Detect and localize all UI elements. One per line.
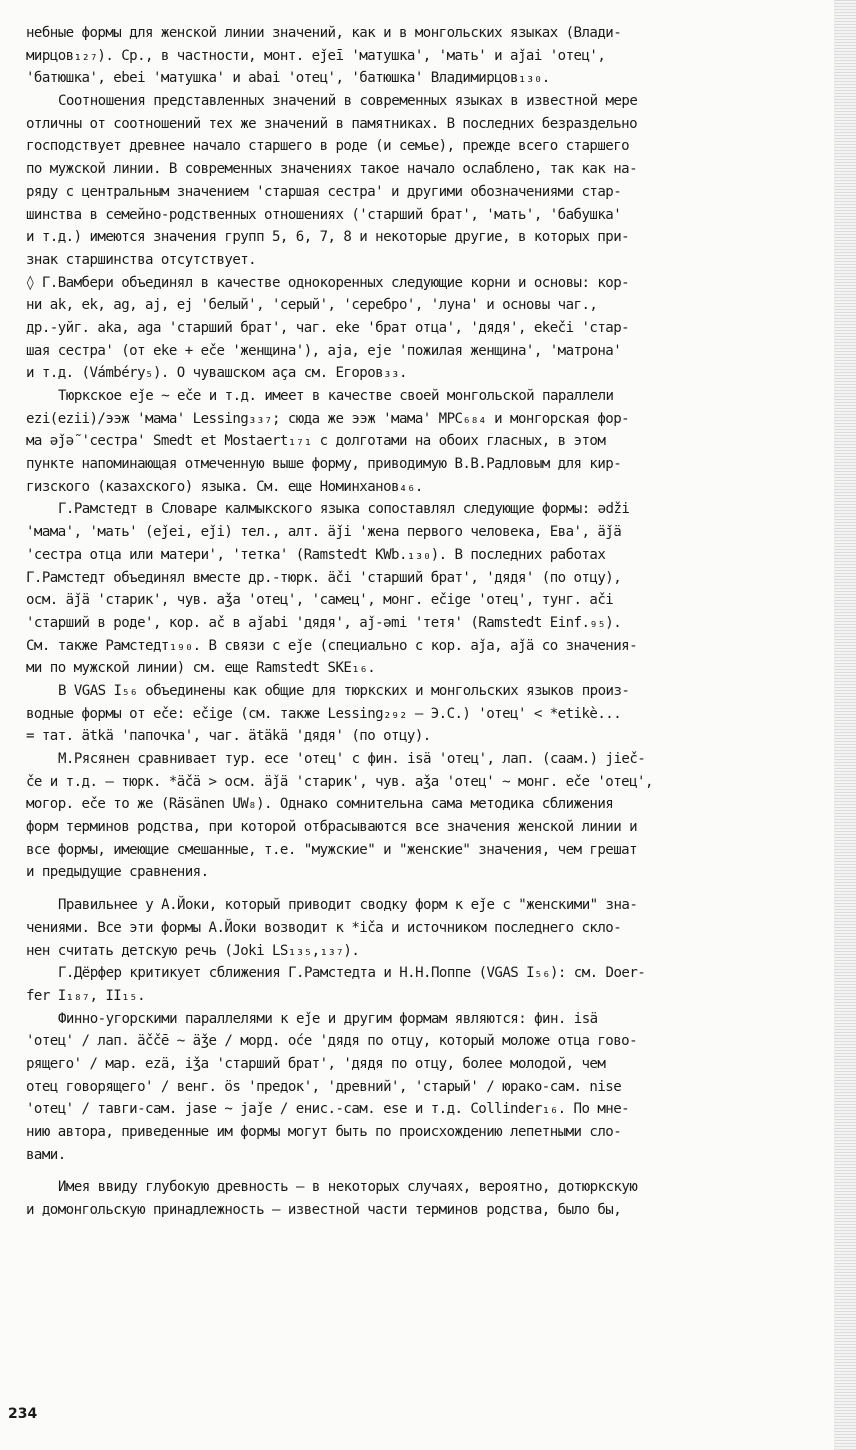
text-line: и предыдущие сравнения. — [26, 864, 209, 881]
text-line: рящего' / мар. ezä, iǯa 'старший брат', 'дядя по отцу, более молодой, чем — [26, 1055, 606, 1072]
text-line: ми по мужской линии) см. еще Ramstedt SKE₁₆. — [26, 660, 376, 677]
text-line: 'батюшка', ebei 'матушка' и abai 'отец', 'батюшка' Владимирцов₁₃₀. — [26, 70, 550, 87]
text-line: 'отец' / тавги-сам. jase ~ jaǰe / енис.-сам. ese и т.д. Collinder₁₆. По мне- — [26, 1101, 630, 1118]
text-line: fer I₁₈₇, II₁₅. — [26, 987, 146, 1004]
text-line: отец говорящего' / венг. ös 'предок', 'древний', 'старый' / юрако-сам. nise — [26, 1078, 622, 1095]
text-line: нен считать детскую речь (Joki LS₁₃₅,₁₃₇). — [26, 942, 360, 959]
text-line: отличны от соотношений тех же значений в памятниках. В последних безраздельно — [26, 115, 638, 132]
text-line: ряду с центральным значением 'старшая сестра' и другими обозначениями стар- — [26, 183, 622, 200]
text-line: шая сестра' (от eke + eče 'женщина'), aja, eje 'пожилая женщина', 'матрона' — [26, 342, 622, 359]
text-line: могор. eče то же (Räsänen UW₈). Однако сомнительна сама методика сближения — [26, 796, 614, 813]
text-line: господствует древнее начало старшего в роде (и семье), прежде всего старшего — [26, 138, 630, 155]
text-line: и т.д. (Vámbéry₅). О чувашском аҫа см. Егоров₃₃. — [26, 365, 407, 382]
text-line: Г.Рамстедт объединял вместе др.-тюрк. äči 'старший брат', 'дядя' (по отцу), — [26, 569, 622, 586]
text-line: če и т.д. – тюрк. *äčä > осм. äǰä 'старик', чув. aǯa 'отец' ~ монг. eče 'отец', — [26, 773, 653, 790]
text-line: М.Рясянен сравнивает тур. ece 'отец' с фин. isä 'отец', лап. (саам.) jieč- — [58, 751, 646, 767]
text-line: мирцов₁₂₇). Ср., в частности, монт. eǰeī 'матушка', 'мать' и aǰai 'отец', — [26, 47, 606, 64]
text-line: вами. — [26, 1146, 66, 1163]
text-line: 'старший в роде', кор. ač в aǰabi 'дядя', aǰ-əmi 'тетя' (Ramstedt Einf.₉₅). — [26, 614, 622, 631]
text-line: др.-уйг. aka, aga 'старший брат', чаг. eke 'брат отца', 'дядя', ekeči 'стар- — [26, 319, 630, 336]
text-line: ◊ Г.Вамбери объединял в качестве однокоренных следующие корни и основы: кор- — [26, 274, 630, 291]
scan-edge-shadow — [834, 0, 856, 1450]
text-line: и т.д.) имеются значения групп 5, 6, 7, 8 и некоторые другие, в которых при- — [26, 229, 630, 246]
text-line: все формы, имеющие смешанные, т.е. "мужские" и "женские" значения, чем грешат — [26, 841, 638, 858]
text-body — [26, 22, 832, 1222]
text-line: пункте напоминающая отмеченную выше форму, приводимую В.В.Радловым для кир- — [26, 456, 622, 473]
text-line: водные формы от eče: ečige (см. также Lessing₂₉₂ – Э.С.) 'отец' < *etikè... — [26, 705, 622, 722]
text-line: = тат. ätkä 'папочка', чаг. ätäkä 'дядя' (по отцу). — [26, 728, 431, 745]
text-line: знак старшинства отсутствует. — [26, 251, 257, 268]
text-line: Финно-угорскими параллелями к eǰe и другим формам являются: фин. isä — [58, 1010, 598, 1027]
text-line: нию автора, приведенные им формы могут быть по происхождению лепетными сло- — [26, 1124, 622, 1140]
text-line: Г.Рамстедт в Словаре калмыкского языка сопоставлял следующие формы: ǝdži — [58, 501, 630, 518]
text-line: 'сестра отца или матери', 'тетка' (Ramstedt KWb.₁₃₀). В последних работах — [26, 546, 606, 563]
page-number: 234 — [8, 1406, 38, 1422]
text-line: шинства в семейно-родственных отношениях ('старший брат', 'мать', 'бабушка' — [26, 206, 622, 223]
text-line: Г.Дёрфер критикует сближения Г.Рамстедта и Н.Н.Поппе (VGAS I₅₆): см. Doer- — [58, 965, 646, 982]
text-line: См. также Рамстедт₁₉₀. В связи с eǰe (специально с кор. aǰa, aǰä со значения- — [26, 637, 638, 654]
text-line: Правильнее у А.Йоки, который приводит сводку форм к eǰe с "женскими" зна- — [58, 897, 638, 914]
text-line: чениями. Все эти формы А.Йоки возводит к *iča и источником последнего скло- — [26, 919, 622, 936]
text-line: ezi(ezii)/ээж 'мама' Lessing₃₃₇; сюда же ээж 'мама' МРС₆₈₄ и монгорская фор- — [26, 410, 630, 427]
text-line: 'мама', 'мать' (eǰei, eǰi) тел., алт. äǰi 'жена первого человека, Ева', äǰä — [26, 524, 622, 541]
text-line: и домонгольскую принадлежность – известной части терминов родства, было бы, — [26, 1202, 622, 1219]
text-line: гизского (казахского) языка. См. еще Номинханов₄₆. — [26, 478, 423, 495]
text-line: Имея ввиду глубокую древность – в некоторых случаях, вероятно, дотюркскую — [58, 1179, 638, 1196]
text-line: Тюркское eǰe ~ eče и т.д. имеет в качестве своей монгольской параллели — [58, 388, 614, 404]
text-line: 'отец' / лап. äččē ~ äǯe / морд. oće 'дядя по отцу, который моложе отца гово- — [26, 1033, 638, 1050]
text-line: ни ak, ek, ag, aj, ej 'белый', 'серый', 'серебро', 'луна' и основы чаг., — [26, 297, 598, 314]
text-line: по мужской линии. В современных значениях такое начало ослаблено, так как на- — [26, 161, 638, 178]
text-line: форм терминов родства, при которой отбрасываются все значения женской линии и — [26, 819, 638, 836]
text-line: Соотношения представленных значений в современных языках в известной мере — [58, 93, 638, 110]
text-line: осм. äǰä 'старик', чув. aǯa 'отец', 'самец', монг. ečige 'отец', тунг. ači — [26, 592, 614, 609]
text-line: В VGAS I₅₆ объединены как общие для тюркских и монгольских языков произ- — [58, 682, 630, 699]
text-line: небные формы для женской линии значений, как и в монгольских языках (Влади- — [26, 25, 622, 41]
text-line: ма ǝǰǝ̃ 'сестра' Smedt et Mostaert₁₇₁ с долготами на обоих гласных, в этом — [26, 433, 606, 450]
